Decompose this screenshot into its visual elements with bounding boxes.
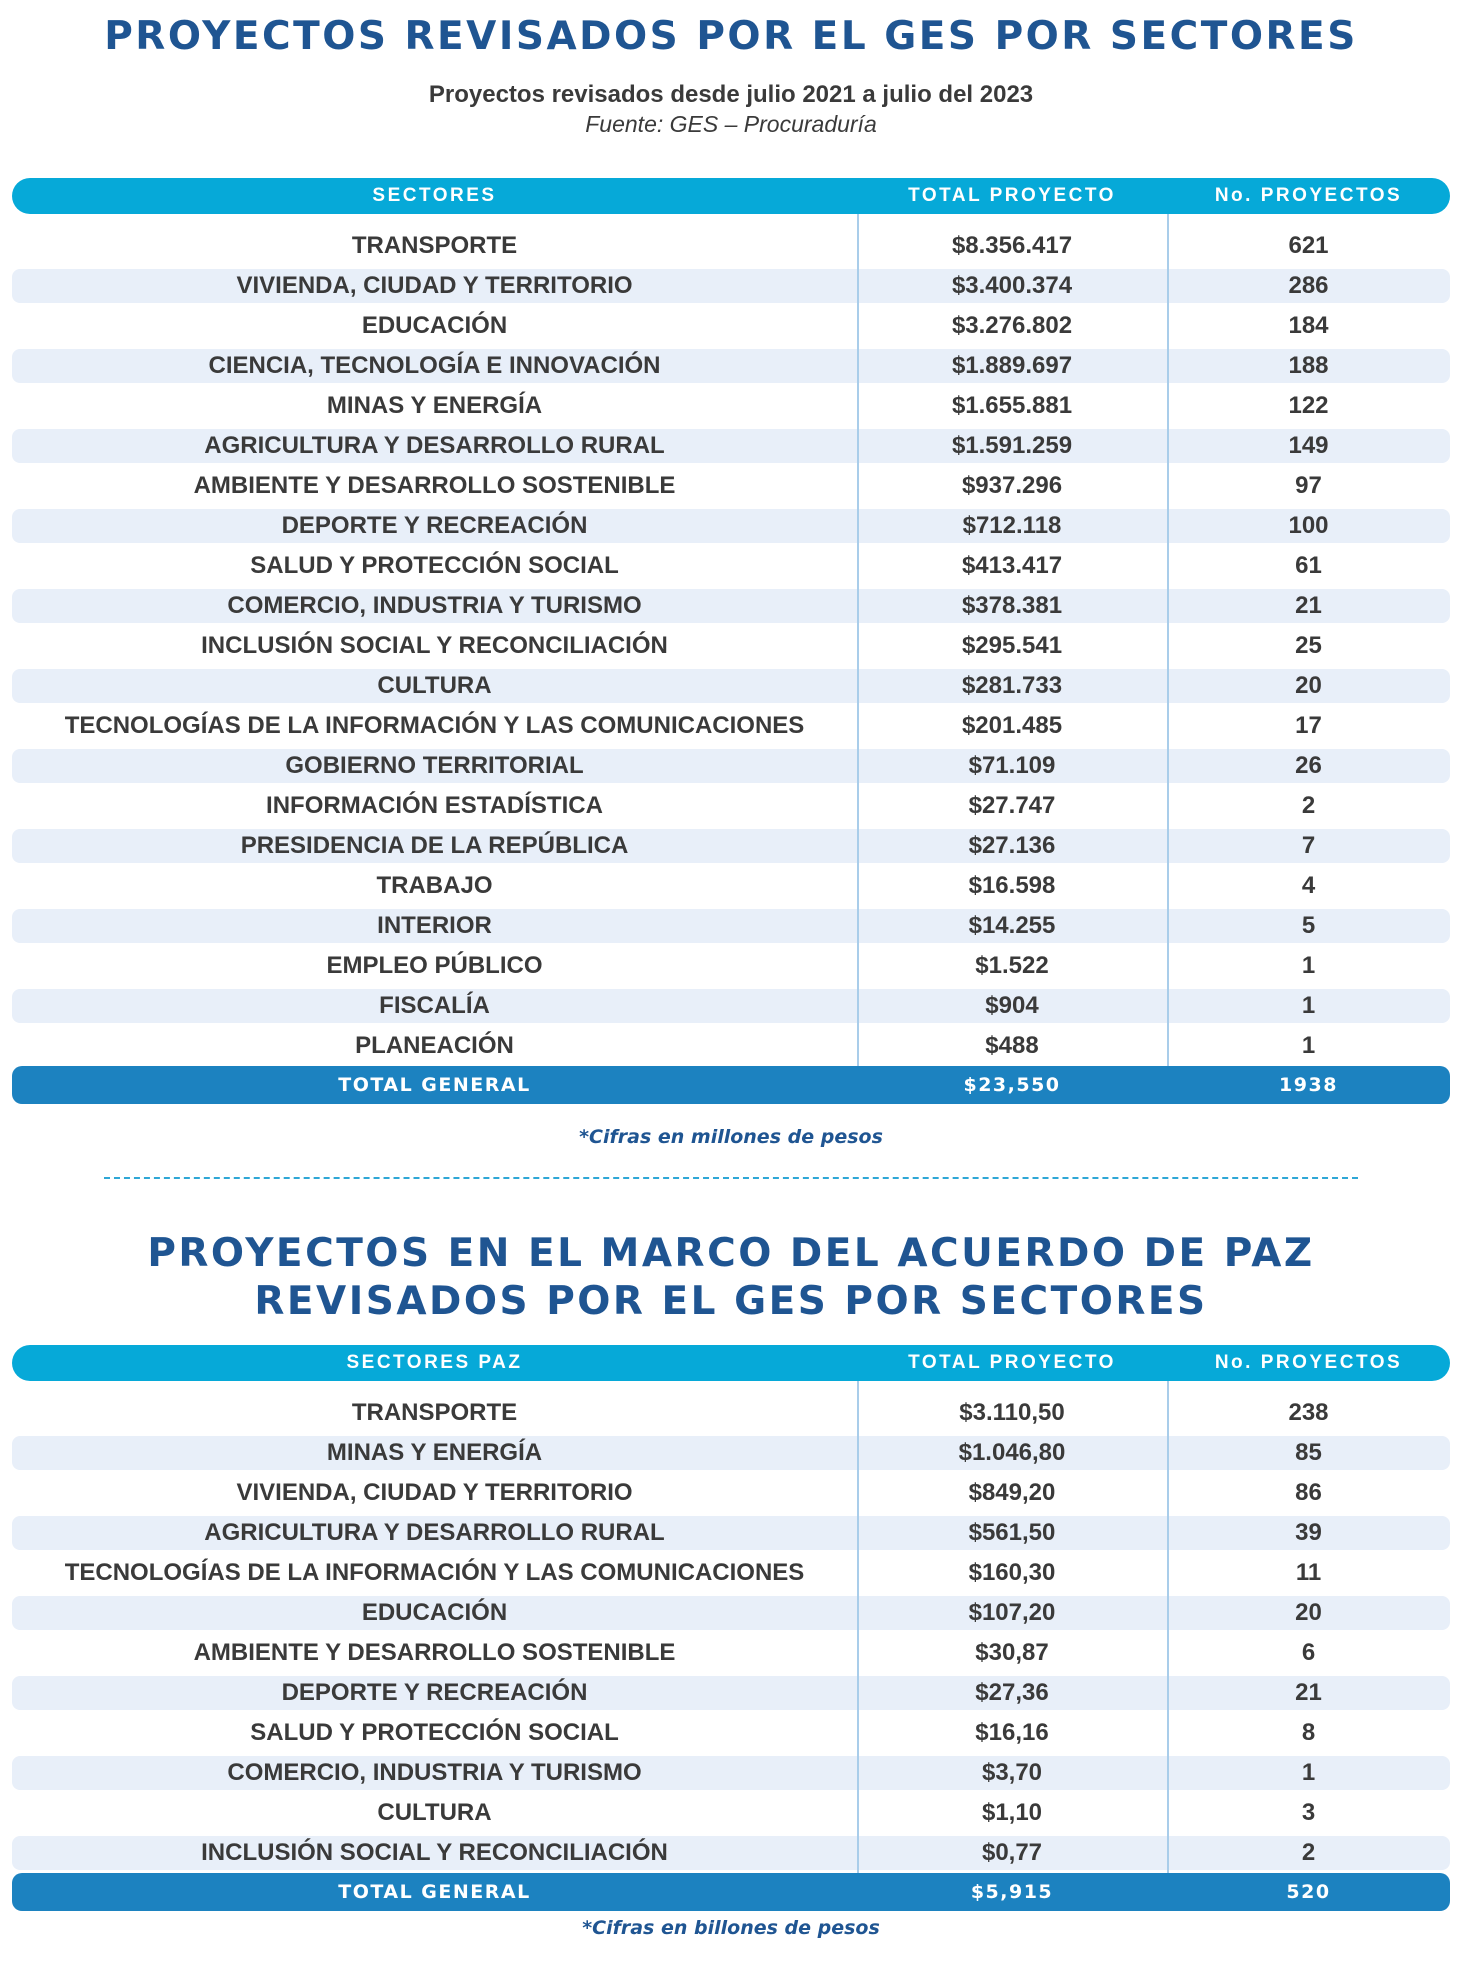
count-cell: 21 bbox=[1167, 1676, 1450, 1710]
total-cell: $295.541 bbox=[961, 632, 1063, 659]
count-cell: 61 bbox=[1295, 552, 1322, 579]
table1-header bbox=[12, 178, 1450, 214]
table2-title-line1: PROYECTOS EN EL MARCO DEL ACUERDO DE PAZ bbox=[147, 1231, 1315, 1276]
sector-cell: EDUCACIÓN bbox=[12, 1596, 857, 1630]
total-cell: $1.046,80 bbox=[857, 1436, 1167, 1470]
sector-cell: GOBIERNO TERRITORIAL bbox=[12, 749, 857, 783]
sector-cell: COMERCIO, INDUSTRIA Y TURISMO bbox=[12, 589, 857, 623]
sector-cell: TRABAJO bbox=[376, 872, 493, 899]
sector-cell: CULTURA bbox=[377, 1799, 492, 1826]
sector-cell: MINAS Y ENERGÍA bbox=[326, 392, 543, 419]
total-cell: $1.655.881 bbox=[951, 392, 1073, 419]
table2-header-count: No. PROYECTOS bbox=[1214, 1352, 1403, 1373]
table2-title bbox=[0, 1230, 1462, 1326]
count-cell: 1 bbox=[1301, 952, 1316, 979]
table-row bbox=[12, 1673, 1450, 1713]
total-cell: $8.356.417 bbox=[951, 232, 1073, 259]
table1-subtitle-block bbox=[0, 80, 1462, 138]
table1-title: PROYECTOS REVISADOS POR EL GES POR SECTORES bbox=[104, 14, 1358, 59]
count-cell: 1 bbox=[1301, 1032, 1316, 1059]
table-row bbox=[12, 1513, 1450, 1553]
total-cell: $1.889.697 bbox=[857, 349, 1167, 383]
table2-note: *Cifras en billones de pesos bbox=[582, 1917, 880, 1939]
sector-cell: AMBIENTE Y DESARROLLO SOSTENIBLE bbox=[193, 1639, 676, 1666]
total-cell: $1.522 bbox=[975, 952, 1049, 979]
table1-total-count: 1938 bbox=[1279, 1074, 1338, 1096]
count-cell: 122 bbox=[1288, 392, 1329, 419]
total-cell: $937.296 bbox=[961, 472, 1063, 499]
sector-cell: INCLUSIÓN SOCIAL Y RECONCILIACIÓN bbox=[12, 1836, 857, 1870]
table2-body bbox=[12, 1381, 1450, 1873]
table1 bbox=[12, 178, 1450, 1104]
total-cell: $3,70 bbox=[857, 1756, 1167, 1790]
table1-body bbox=[12, 214, 1450, 1066]
table-row bbox=[12, 1753, 1450, 1793]
table-row bbox=[12, 346, 1450, 386]
sector-cell: VIVIENDA, CIUDAD Y TERRITORIO bbox=[236, 1479, 633, 1506]
total-cell: $413.417 bbox=[961, 552, 1063, 579]
total-cell: $27.136 bbox=[857, 829, 1167, 863]
table-row bbox=[12, 386, 1450, 426]
total-cell: $3.400.374 bbox=[857, 269, 1167, 303]
table-row bbox=[12, 506, 1450, 546]
count-cell: 85 bbox=[1167, 1436, 1450, 1470]
count-cell: 286 bbox=[1167, 269, 1450, 303]
total-cell: $0,77 bbox=[857, 1836, 1167, 1870]
column-divider bbox=[857, 1381, 859, 1873]
count-cell: 188 bbox=[1167, 349, 1450, 383]
count-cell: 2 bbox=[1167, 1836, 1450, 1870]
table-row bbox=[12, 826, 1450, 866]
sector-cell: INCLUSIÓN SOCIAL Y RECONCILIACIÓN bbox=[201, 632, 668, 659]
count-cell: 2 bbox=[1301, 792, 1316, 819]
column-divider bbox=[1167, 214, 1169, 1066]
table-row bbox=[12, 1026, 1450, 1066]
sector-cell: CIENCIA, TECNOLOGÍA E INNOVACIÓN bbox=[12, 349, 857, 383]
table-row bbox=[12, 226, 1450, 266]
count-cell: 21 bbox=[1167, 589, 1450, 623]
total-cell: $3.110,50 bbox=[959, 1399, 1065, 1426]
sector-cell: DEPORTE Y RECREACIÓN bbox=[12, 509, 857, 543]
total-cell: $561,50 bbox=[857, 1516, 1167, 1550]
total-cell: $378.381 bbox=[857, 589, 1167, 623]
sector-cell: TECNOLOGÍAS DE LA INFORMACIÓN Y LAS COMUNICACIONES bbox=[64, 1559, 805, 1586]
table-row bbox=[12, 1593, 1450, 1633]
column-divider bbox=[857, 214, 859, 1066]
sector-cell: EDUCACIÓN bbox=[361, 312, 508, 339]
sector-cell: COMERCIO, INDUSTRIA Y TURISMO bbox=[12, 1756, 857, 1790]
total-cell: $904 bbox=[857, 989, 1167, 1023]
sector-cell: CULTURA bbox=[12, 669, 857, 703]
section-divider bbox=[104, 1177, 1358, 1179]
sector-cell: MINAS Y ENERGÍA bbox=[12, 1436, 857, 1470]
table-row bbox=[12, 706, 1450, 746]
total-cell: $712.118 bbox=[857, 509, 1167, 543]
table-row bbox=[12, 866, 1450, 906]
count-cell: 17 bbox=[1295, 712, 1322, 739]
table1-total-row bbox=[12, 1066, 1450, 1104]
sector-cell: DEPORTE Y RECREACIÓN bbox=[12, 1676, 857, 1710]
count-cell: 4 bbox=[1301, 872, 1316, 899]
table1-header-sectores: SECTORES bbox=[372, 185, 497, 206]
table1-subtitle: Proyectos revisados desde julio 2021 a julio del 2023 bbox=[428, 81, 1034, 108]
count-cell: 26 bbox=[1167, 749, 1450, 783]
table2-total-count: 520 bbox=[1286, 1881, 1331, 1903]
sector-cell: SALUD Y PROTECCIÓN SOCIAL bbox=[250, 552, 619, 579]
table-row bbox=[12, 1433, 1450, 1473]
sector-cell: PRESIDENCIA DE LA REPÚBLICA bbox=[12, 829, 857, 863]
total-cell: $201.485 bbox=[961, 712, 1063, 739]
sector-cell: SALUD Y PROTECCIÓN SOCIAL bbox=[250, 1719, 619, 1746]
sector-cell: FISCALÍA bbox=[12, 989, 857, 1023]
table1-total-label: TOTAL GENERAL bbox=[338, 1074, 531, 1096]
total-cell: $488 bbox=[985, 1032, 1039, 1059]
table2-total-row bbox=[12, 1873, 1450, 1911]
column-divider bbox=[1167, 1381, 1169, 1873]
count-cell: 1 bbox=[1167, 989, 1450, 1023]
sector-cell: PLANEACIÓN bbox=[355, 1032, 514, 1059]
table1-note: *Cifras en millones de pesos bbox=[579, 1126, 883, 1148]
sector-cell: EMPLEO PÚBLICO bbox=[326, 952, 543, 979]
table-row bbox=[12, 1833, 1450, 1873]
count-cell: 20 bbox=[1167, 669, 1450, 703]
table1-total-value: $23,550 bbox=[963, 1074, 1061, 1096]
total-cell: $849,20 bbox=[968, 1479, 1056, 1506]
count-cell: 184 bbox=[1288, 312, 1329, 339]
table-row bbox=[12, 586, 1450, 626]
sector-cell: TRANSPORTE bbox=[351, 232, 518, 259]
table2-header-sectores: SECTORES PAZ bbox=[346, 1352, 523, 1373]
table-row bbox=[12, 906, 1450, 946]
total-cell: $281.733 bbox=[857, 669, 1167, 703]
table2-title-line2: REVISADOS POR EL GES POR SECTORES bbox=[254, 1279, 1208, 1324]
count-cell: 8 bbox=[1301, 1719, 1316, 1746]
sector-cell: AGRICULTURA Y DESARROLLO RURAL bbox=[12, 429, 857, 463]
count-cell: 5 bbox=[1167, 909, 1450, 943]
table-row bbox=[12, 786, 1450, 826]
total-cell: $14.255 bbox=[857, 909, 1167, 943]
table-row bbox=[12, 266, 1450, 306]
total-cell: $107,20 bbox=[857, 1596, 1167, 1630]
count-cell: 621 bbox=[1288, 232, 1329, 259]
table1-source: Fuente: GES – Procuraduría bbox=[585, 111, 877, 137]
sector-cell: INFORMACIÓN ESTADÍSTICA bbox=[266, 792, 603, 819]
count-cell: 39 bbox=[1167, 1516, 1450, 1550]
count-cell: 6 bbox=[1301, 1639, 1316, 1666]
total-cell: $160,30 bbox=[968, 1559, 1056, 1586]
table2-total-label: TOTAL GENERAL bbox=[338, 1881, 531, 1903]
total-cell: $16,16 bbox=[975, 1719, 1049, 1746]
table-row bbox=[12, 1713, 1450, 1753]
total-cell: $3.276.802 bbox=[951, 312, 1073, 339]
table-row bbox=[12, 946, 1450, 986]
table-row bbox=[12, 626, 1450, 666]
count-cell: 238 bbox=[1288, 1399, 1329, 1426]
table1-header-count: No. PROYECTOS bbox=[1214, 185, 1403, 206]
table-row bbox=[12, 1393, 1450, 1433]
total-cell: $71.109 bbox=[857, 749, 1167, 783]
total-cell: $27.747 bbox=[968, 792, 1056, 819]
sector-cell: TECNOLOGÍAS DE LA INFORMACIÓN Y LAS COMUNICACIONES bbox=[64, 712, 805, 739]
sector-cell: INTERIOR bbox=[12, 909, 857, 943]
table-row bbox=[12, 466, 1450, 506]
count-cell: 100 bbox=[1167, 509, 1450, 543]
count-cell: 20 bbox=[1167, 1596, 1450, 1630]
table2 bbox=[12, 1345, 1450, 1911]
table2-header-total: TOTAL PROYECTO bbox=[908, 1352, 1116, 1373]
count-cell: 25 bbox=[1295, 632, 1322, 659]
total-cell: $30,87 bbox=[975, 1639, 1049, 1666]
table-row bbox=[12, 666, 1450, 706]
total-cell: $1.591.259 bbox=[857, 429, 1167, 463]
total-cell: $27,36 bbox=[857, 1676, 1167, 1710]
table-row bbox=[12, 1633, 1450, 1673]
table-row bbox=[12, 746, 1450, 786]
count-cell: 97 bbox=[1295, 472, 1322, 499]
table-row bbox=[12, 306, 1450, 346]
table-row bbox=[12, 546, 1450, 586]
table2-header bbox=[12, 1345, 1450, 1381]
sector-cell: AGRICULTURA Y DESARROLLO RURAL bbox=[12, 1516, 857, 1550]
table-row bbox=[12, 1473, 1450, 1513]
total-cell: $16.598 bbox=[968, 872, 1056, 899]
table-row bbox=[12, 986, 1450, 1026]
count-cell: 149 bbox=[1167, 429, 1450, 463]
sector-cell: TRANSPORTE bbox=[351, 1399, 518, 1426]
sector-cell: AMBIENTE Y DESARROLLO SOSTENIBLE bbox=[193, 472, 676, 499]
sector-cell: VIVIENDA, CIUDAD Y TERRITORIO bbox=[12, 269, 857, 303]
table-row bbox=[12, 1793, 1450, 1833]
total-cell: $1,10 bbox=[981, 1799, 1043, 1826]
count-cell: 7 bbox=[1167, 829, 1450, 863]
count-cell: 11 bbox=[1295, 1559, 1322, 1586]
table1-header-total: TOTAL PROYECTO bbox=[908, 185, 1116, 206]
table-row bbox=[12, 1553, 1450, 1593]
count-cell: 1 bbox=[1167, 1756, 1450, 1790]
count-cell: 86 bbox=[1295, 1479, 1322, 1506]
table2-total-value: $5,915 bbox=[970, 1881, 1054, 1903]
table-row bbox=[12, 426, 1450, 466]
count-cell: 3 bbox=[1301, 1799, 1316, 1826]
